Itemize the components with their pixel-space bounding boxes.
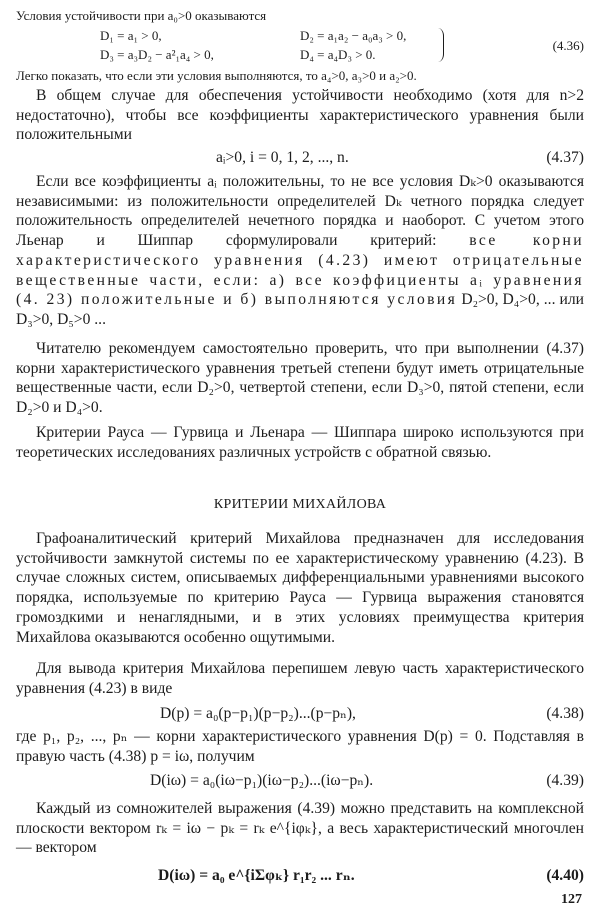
paragraph-roots: где p₁, p₂, ..., pₙ — корни характеристического уравнения D(p) = 0. Подставляя в правую часть (4.38) p = iω, получим (16, 728, 584, 765)
right-brace (437, 28, 444, 62)
equation-4-38: D(p) = a₀(p−p₁)(p−p₂)...(p−pₙ), (160, 705, 356, 722)
paragraph-derivation: Для вывода критерия Михайлова перепишем левую часть характеристического уравнения (4.23) в виде (16, 660, 584, 697)
equation-number-4-39: (4.39) (546, 772, 584, 789)
paragraph-grapho-analytic: Графоаналитический критерий Михайлова предназначен для исследования устойчивости замкнутой системы по ее характеристическому уравнению (4.23). В случае сложных систем, описываемых дифференциальными уравнениями высокого порядка, используемые по критерию Рауса — Гурвица выражения становятся громоздкими и ненаглядными, и в этих условиях преимущества критерия Михайлова оказываются особенно ощутимыми. (16, 530, 584, 646)
lienard-criterion-spaced: все корни характеристического уравнения (4.23) имеют отрицательные вещественные части, если: а) все коэффициенты aᵢ уравнения (4. 23) положительные и б) выполняются условия (16, 232, 584, 309)
equation-number-4-37: (4.37) (546, 149, 584, 166)
paragraph-lienard-chipart (16, 172, 584, 330)
equation-number-4-40: (4.40) (546, 867, 584, 884)
condition-d1: D₁ = a₁ > 0, (100, 28, 162, 43)
condition-d4: D₄ = a₄D₃ > 0. (300, 47, 376, 62)
equation-4-37: aᵢ>0, i = 0, 1, 2, ..., n. (216, 149, 349, 166)
paragraph-vectors: Каждый из сомножителей выражения (4.39) можно представить на комплексной плоскости вектором rₖ = iω − pₖ = rₖ e^{iφₖ}, а весь характеристический многочлен — вектором (16, 800, 584, 857)
condition-d3: D₃ = a₃D₂ − a²₁a₄ > 0, (100, 47, 214, 62)
easy-to-show-line: Легко показать, что если эти условия выполняются, то a₄>0, a₃>0 и a₂>0. (16, 68, 417, 83)
page-number: 127 (561, 892, 582, 907)
lienard-conditions: D₂>0, D₄>0, ... или D₃>0, D₅>0 ... (16, 291, 585, 328)
paragraph-reader-check: Читателю рекомендуем самостоятельно проверить, что при выполнении (4.37) корни характеристического уравнения третьей степени будут иметь отрицательные вещественные части, если D₂>0, четвертой степени, если D₃>0, пятой степени, если D₂>0 и D₄>0. (16, 340, 584, 417)
paragraph-general-case: В общем случае для обеспечения устойчивости необходимо (хотя для n>2 недостаточно), чтобы все коэффициенты характеристического уравнения были положительными (16, 87, 584, 144)
equation-number-4-36: (4.36) (552, 38, 584, 53)
equation-number-4-38: (4.38) (546, 705, 584, 722)
lienard-text-start: Если все коэффициенты aᵢ положительны, то не все условия Dₖ>0 оказываются независимыми: из положительности определителей Dₖ четного порядка следует положительность определителей нечетного порядка и наоборот. С учетом этого Льенар и Шиппар сформулировали критерий: (16, 173, 584, 250)
intro-line: Условия устойчивости при a₀>0 оказываются (16, 8, 267, 23)
condition-d2: D₂ = a₁a₂ − a₀a₃ > 0, (300, 28, 407, 43)
paragraph-criteria-usage: Критерии Рауса — Гурвица и Льенара — Шиппара широко используются при теоретических исследованиях различных устройств с обратной связью. (16, 424, 584, 461)
equation-4-40: D(iω) = a₀ e^{iΣφₖ} r₁r₂ ... rₙ. (158, 867, 355, 884)
equation-4-39: D(iω) = a₀(iω−p₁)(iω−p₂)...(iω−pₙ). (150, 772, 374, 789)
section-heading: КРИТЕРИИ МИХАЙЛОВА (213, 497, 387, 512)
stability-conditions-system (100, 28, 460, 66)
